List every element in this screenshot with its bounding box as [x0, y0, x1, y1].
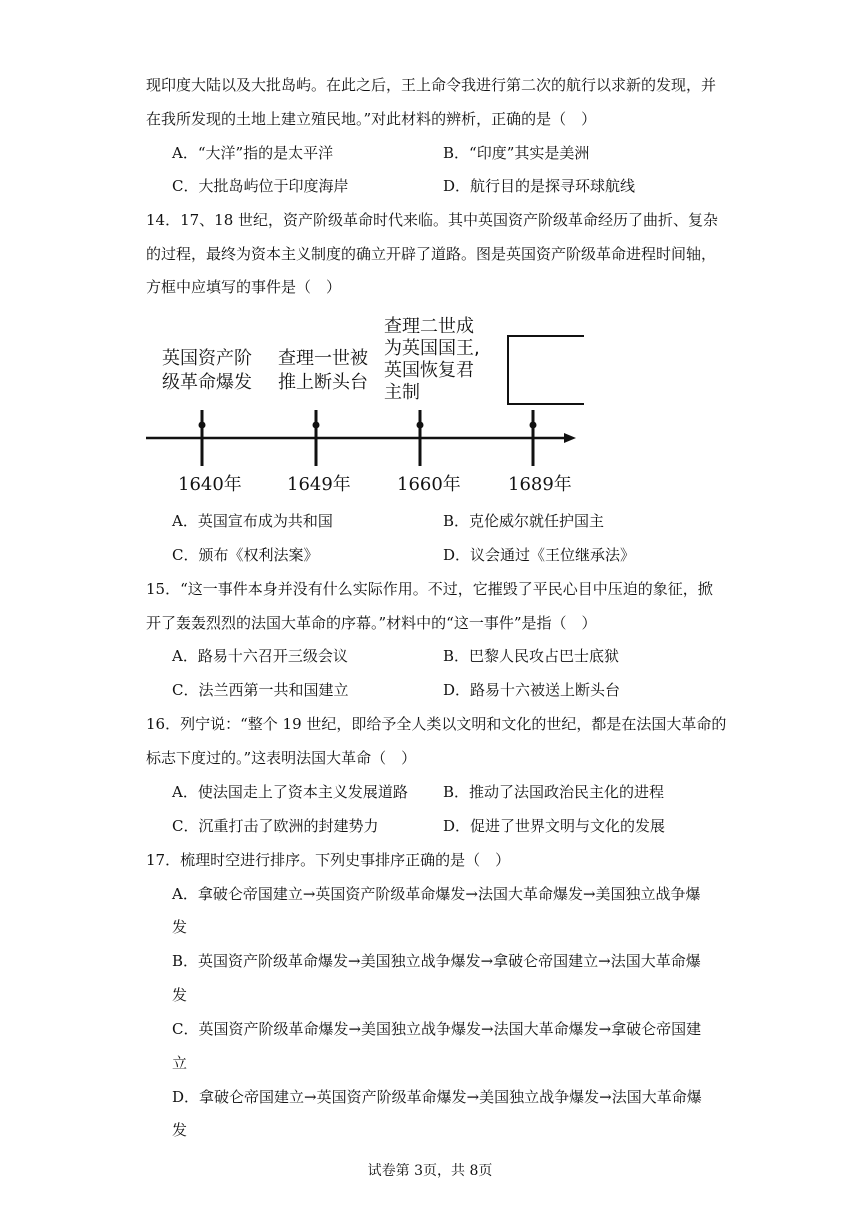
q13-option-b[interactable]: B．“印度”其实是美洲 — [443, 144, 590, 162]
timeline-dot-3 — [417, 422, 424, 429]
q17-option-c-cont[interactable]: 立 — [172, 1054, 188, 1072]
timeline-event-3-line-2: 为英国国王, — [384, 338, 480, 359]
q15-option-c[interactable]: C．法兰西第一共和国建立 — [172, 681, 349, 699]
q13-option-c[interactable]: C．大批岛屿位于印度海岸 — [172, 177, 349, 195]
q15-option-b[interactable]: B．巴黎人民攻占巴士底狱 — [443, 647, 620, 665]
timeline-arrow-icon — [564, 433, 576, 443]
q13-line-1: 现印度大陆以及大批岛屿。在此之后，王上命令我进行第二次的航行以求新的发现，并 — [146, 76, 717, 94]
q17-option-b[interactable]: B．英国资产阶级革命爆发→美国独立战争爆发→拿破仑帝国建立→法国大革命爆 — [172, 952, 701, 970]
timeline-event-1-line-2: 级革命爆发 — [162, 372, 252, 393]
timeline-event-1-line-1: 英国资产阶 — [162, 348, 252, 369]
q17-line-1: 17．梳理时空进行排序。下列史事排序正确的是（ ） — [146, 851, 511, 869]
timeline-dot-2 — [313, 422, 320, 429]
timeline-year-1640: 1640年 — [178, 474, 242, 495]
q15-line-2: 开了轰轰烈烈的法国大革命的序幕。”材料中的“这一事件”是指（ ） — [146, 614, 597, 632]
timeline-event-3-line-3: 英国恢复君 — [384, 360, 474, 381]
q14-line-1: 14．17、18 世纪，资产阶级革命时代来临。其中英国资产阶级革命经历了曲折、复杂 — [146, 211, 719, 229]
q16-line-1: 16．列宁说：“整个 19 世纪，即给予全人类以文明和文化的世纪，都是在法国大革命的 — [146, 715, 727, 733]
q14-option-b[interactable]: B．克伦威尔就任护国主 — [443, 512, 605, 530]
q16-option-a[interactable]: A．使法国走上了资本主义发展道路 — [172, 783, 408, 801]
q14-option-a[interactable]: A．英国宣布成为共和国 — [172, 512, 333, 530]
q17-option-c[interactable]: C．英国资产阶级革命爆发→美国独立战争爆发→法国大革命爆发→拿破仑帝国建 — [172, 1020, 702, 1038]
q13-option-d[interactable]: D．航行目的是探寻环球航线 — [443, 177, 636, 195]
q17-option-b-cont[interactable]: 发 — [172, 986, 188, 1004]
timeline-event-3-line-1: 查理二世成 — [384, 316, 474, 337]
timeline-year-1689: 1689年 — [508, 474, 572, 495]
q16-option-b[interactable]: B．推动了法国政治民主化的进程 — [443, 783, 665, 801]
q16-line-2: 标志下度过的。”这表明法国大革命（ ） — [146, 749, 417, 767]
page-footer: 试卷第 3页，共 8页 — [367, 1163, 493, 1179]
timeline-year-1660: 1660年 — [397, 474, 461, 495]
q16-option-c[interactable]: C．沉重打击了欧洲的封建势力 — [172, 817, 379, 835]
q15-option-d[interactable]: D．路易十六被送上断头台 — [443, 681, 621, 699]
q14-line-2: 的过程，最终为资本主义制度的确立开辟了道路。图是英国资产阶级革命进程时间轴， — [146, 245, 717, 263]
timeline-dot-1 — [199, 422, 206, 429]
q14-option-d[interactable]: D．议会通过《王位继承法》 — [443, 546, 636, 564]
timeline-year-1649: 1649年 — [287, 474, 351, 495]
timeline-answer-box — [508, 336, 584, 404]
timeline-figure — [144, 308, 584, 498]
q17-option-d-cont[interactable]: 发 — [172, 1121, 188, 1139]
q15-line-1: 15．“这一事件本身并没有什么实际作用。不过，它摧毁了平民心目中压迫的象征，掀 — [146, 580, 713, 598]
q14-line-3: 方框中应填写的事件是（ ） — [146, 278, 342, 296]
q16-option-d[interactable]: D．促进了世界文明与文化的发展 — [443, 817, 666, 835]
timeline-event-2-line-1: 查理一世被 — [278, 348, 368, 369]
q14-option-c[interactable]: C．颁布《权利法案》 — [172, 546, 319, 564]
q17-option-d[interactable]: D．拿破仑帝国建立→英国资产阶级革命爆发→美国独立战争爆发→法国大革命爆 — [172, 1088, 702, 1106]
timeline-event-2-line-2: 推上断头台 — [278, 372, 368, 393]
timeline-dot-4 — [530, 422, 537, 429]
q13-option-a[interactable]: A．“大洋”指的是太平洋 — [172, 144, 334, 162]
timeline-event-3-line-4: 主制 — [384, 382, 420, 403]
q13-line-2: 在我所发现的土地上建立殖民地。”对此材料的辨析，正确的是（ ） — [146, 110, 597, 128]
q17-option-a[interactable]: A．拿破仑帝国建立→英国资产阶级革命爆发→法国大革命爆发→美国独立战争爆 — [172, 885, 701, 903]
q17-option-a-cont[interactable]: 发 — [172, 918, 188, 936]
q15-option-a[interactable]: A．路易十六召开三级会议 — [172, 647, 348, 665]
